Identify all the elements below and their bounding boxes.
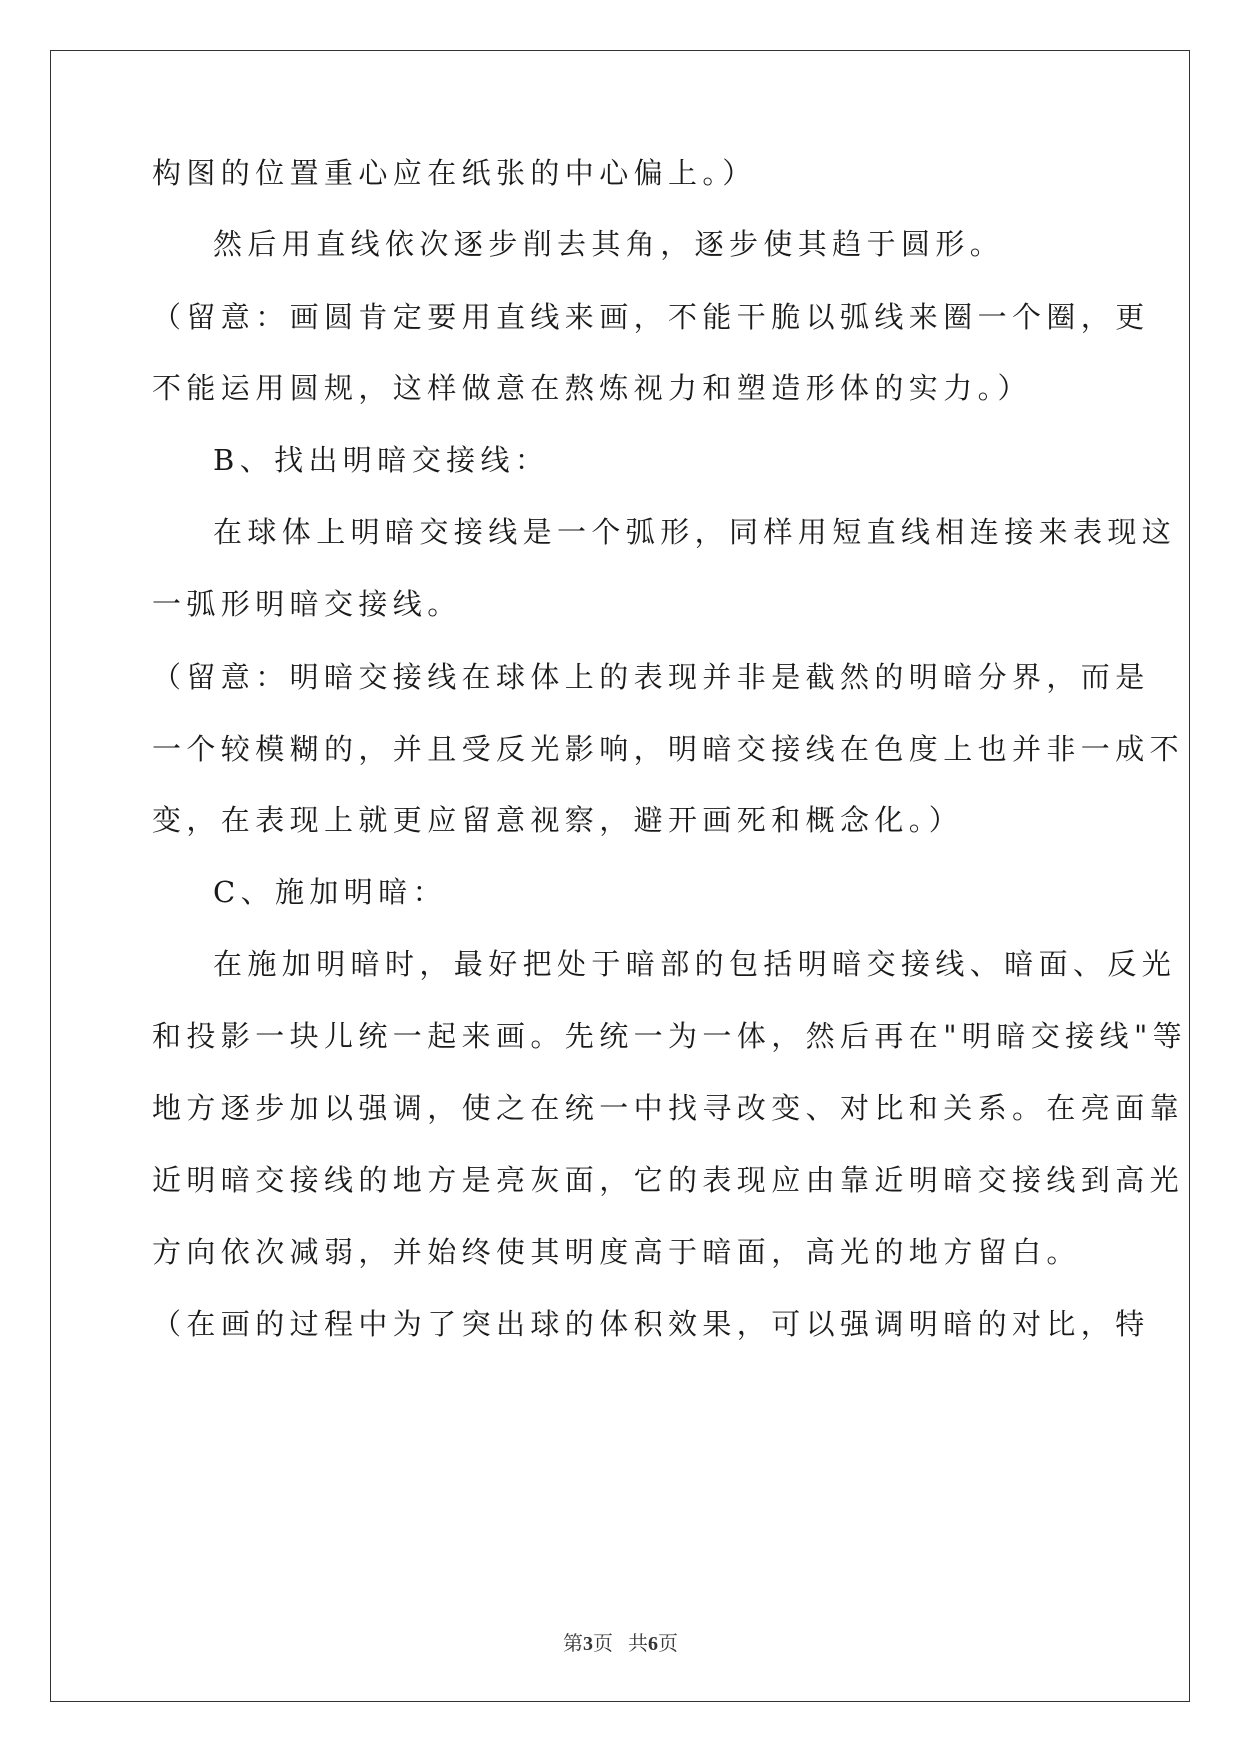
- total-pages-number: 6: [648, 1633, 658, 1655]
- section-heading-c: C、施加明暗：: [213, 875, 447, 909]
- text-line: 一个较模糊的，并且受反光影响，明暗交接线在色度上也并非一成不: [152, 732, 1185, 766]
- page-suffix: 页: [593, 1633, 613, 1655]
- text-line: 构图的位置重心应在纸张的中心偏上。）: [152, 156, 757, 190]
- total-prefix: 共: [628, 1633, 648, 1655]
- page-prefix: 第: [563, 1633, 583, 1655]
- text-line: 在施加明暗时，最好把处于暗部的包括明暗交接线、暗面、反光: [213, 947, 1177, 981]
- text-line: 和投影一块儿统一起来画。先统一为一体，然后再在"明暗交接线"等: [152, 1019, 1188, 1053]
- text-line: 地方逐步加以强调，使之在统一中找寻改变、对比和关系。在亮面靠: [152, 1091, 1185, 1125]
- text-line: 不能运用圆规，这样做意在熬炼视力和塑造形体的实力。）: [152, 371, 1032, 405]
- text-line: 在球体上明暗交接线是一个弧形，同样用短直线相连接来表现这: [213, 515, 1177, 549]
- current-page-number: 3: [583, 1633, 593, 1655]
- text-line: （留意：明暗交接线在球体上的表现并非是截然的明暗分界，而是: [152, 660, 1150, 694]
- text-line: （在画的过程中为了突出球的体积效果，可以强调明暗的对比，特: [152, 1307, 1150, 1341]
- text-line: 近明暗交接线的地方是亮灰面，它的表现应由靠近明暗交接线到高光: [152, 1163, 1185, 1197]
- text-line: 变，在表现上就更应留意视察，避开画死和概念化。）: [152, 803, 964, 837]
- total-suffix: 页: [658, 1633, 678, 1655]
- text-line: （留意：画圆肯定要用直线来画，不能干脆以弧线来圈一个圈，更: [152, 300, 1150, 334]
- page-footer: [0, 1627, 1241, 1656]
- section-heading-b: B、找出明暗交接线：: [213, 443, 550, 477]
- text-line: 然后用直线依次逐步削去其角，逐步使其趋于圆形。: [213, 227, 1005, 261]
- text-line: 方向依次减弱，并始终使其明度高于暗面，高光的地方留白。: [152, 1235, 1081, 1269]
- text-line: 一弧形明暗交接线。: [152, 587, 462, 621]
